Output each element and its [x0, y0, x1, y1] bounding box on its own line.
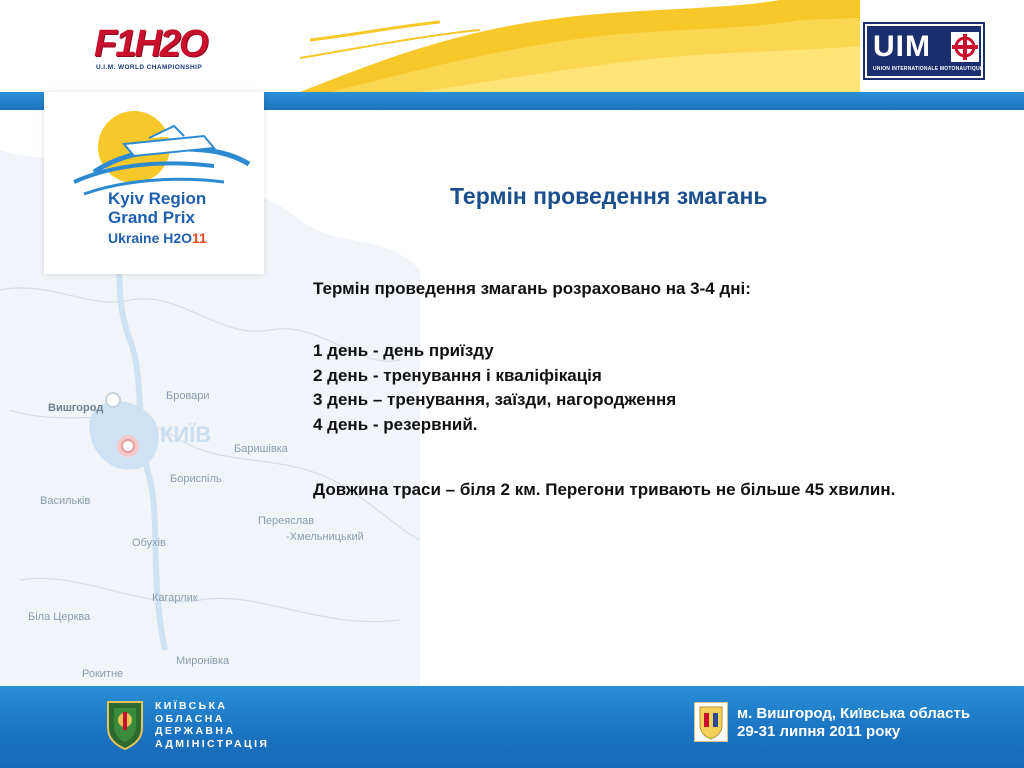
- coat-of-arms-icon: [104, 698, 146, 750]
- map-label-rokytne: Рокитне: [82, 668, 124, 680]
- map-label-vyshhorod: Вишгород: [48, 402, 104, 414]
- schedule-item: 1 день - день приїзду: [313, 341, 494, 360]
- track-info-text: Довжина траси – біля 2 км. Перегони тривають не більше 45 хвилин.: [313, 480, 896, 499]
- admin-line: КИЇВСЬКА: [155, 700, 228, 712]
- event-logo-line-2: Grand Prix: [108, 208, 195, 227]
- map-label-obukhiv: Обухів: [132, 537, 166, 549]
- event-logo-line-1: Kyiv Region: [108, 189, 207, 208]
- uim-flag-icon: [951, 32, 979, 62]
- map-label-pereiaslav: Переяслав: [258, 515, 315, 527]
- map-label-baryshivka: Баришівка: [234, 443, 288, 455]
- schedule-list: [313, 339, 952, 437]
- map-label-brovary: Бровари: [166, 390, 210, 402]
- f1h2o-logo-tagline: U.I.M. WORLD CHAMPIONSHIP: [96, 64, 203, 71]
- uim-logo-text: UIM: [873, 30, 931, 63]
- regional-administration-name: [155, 700, 269, 750]
- admin-line: АДМІНІСТРАЦІЯ: [155, 737, 270, 750]
- header: [0, 0, 1024, 92]
- f1h2o-logo: [94, 24, 230, 76]
- event-logo-line-3-prefix: Ukraine H2O: [108, 230, 193, 246]
- lead-text: Термін проведення змагань розраховано на 3-4 дні:: [313, 279, 751, 298]
- map-label-bila-tserkva: Біла Церква: [28, 611, 91, 623]
- event-logo-year: 11: [192, 230, 207, 246]
- admin-line: ОБЛАСНА: [155, 712, 225, 725]
- event-logo-box: [44, 92, 264, 274]
- uim-logo: [863, 22, 985, 80]
- admin-line: ДЕРЖАВНА: [155, 725, 236, 737]
- map-label-kaharlyk: Кагарлик: [152, 592, 198, 604]
- schedule-item: 2 день - тренування і кваліфікація: [313, 365, 602, 385]
- f1h2o-logo-text: F1H2O: [94, 23, 207, 65]
- sun-boat-icon: [54, 102, 254, 202]
- map-label-vasylkiv: Васильків: [40, 495, 91, 507]
- schedule-item: 4 день - резервний.: [313, 414, 478, 434]
- event-logo-line-3: [108, 229, 207, 247]
- event-location-block: [737, 705, 970, 741]
- event-location: м. Вишгород, Київська область: [737, 705, 971, 722]
- schedule-item: 3 день – тренування, заїзди, нагородження: [313, 390, 677, 409]
- vyshhorod-emblem-icon: [694, 702, 728, 742]
- map-label-khmelnytskyi: -Хмельницький: [286, 531, 364, 543]
- map-label-boryspil: Бориспіль: [170, 473, 222, 485]
- map-label-myronivka: Миронівка: [176, 655, 230, 667]
- event-dates: 29-31 липня 2011 року: [737, 723, 901, 740]
- uim-logo-tagline: UNION INTERNATIONALE MOTONAUTIQUE: [873, 66, 984, 72]
- map-label-kyiv: КИЇВ: [160, 422, 212, 447]
- slide-title: Термін проведення змагань: [450, 183, 768, 209]
